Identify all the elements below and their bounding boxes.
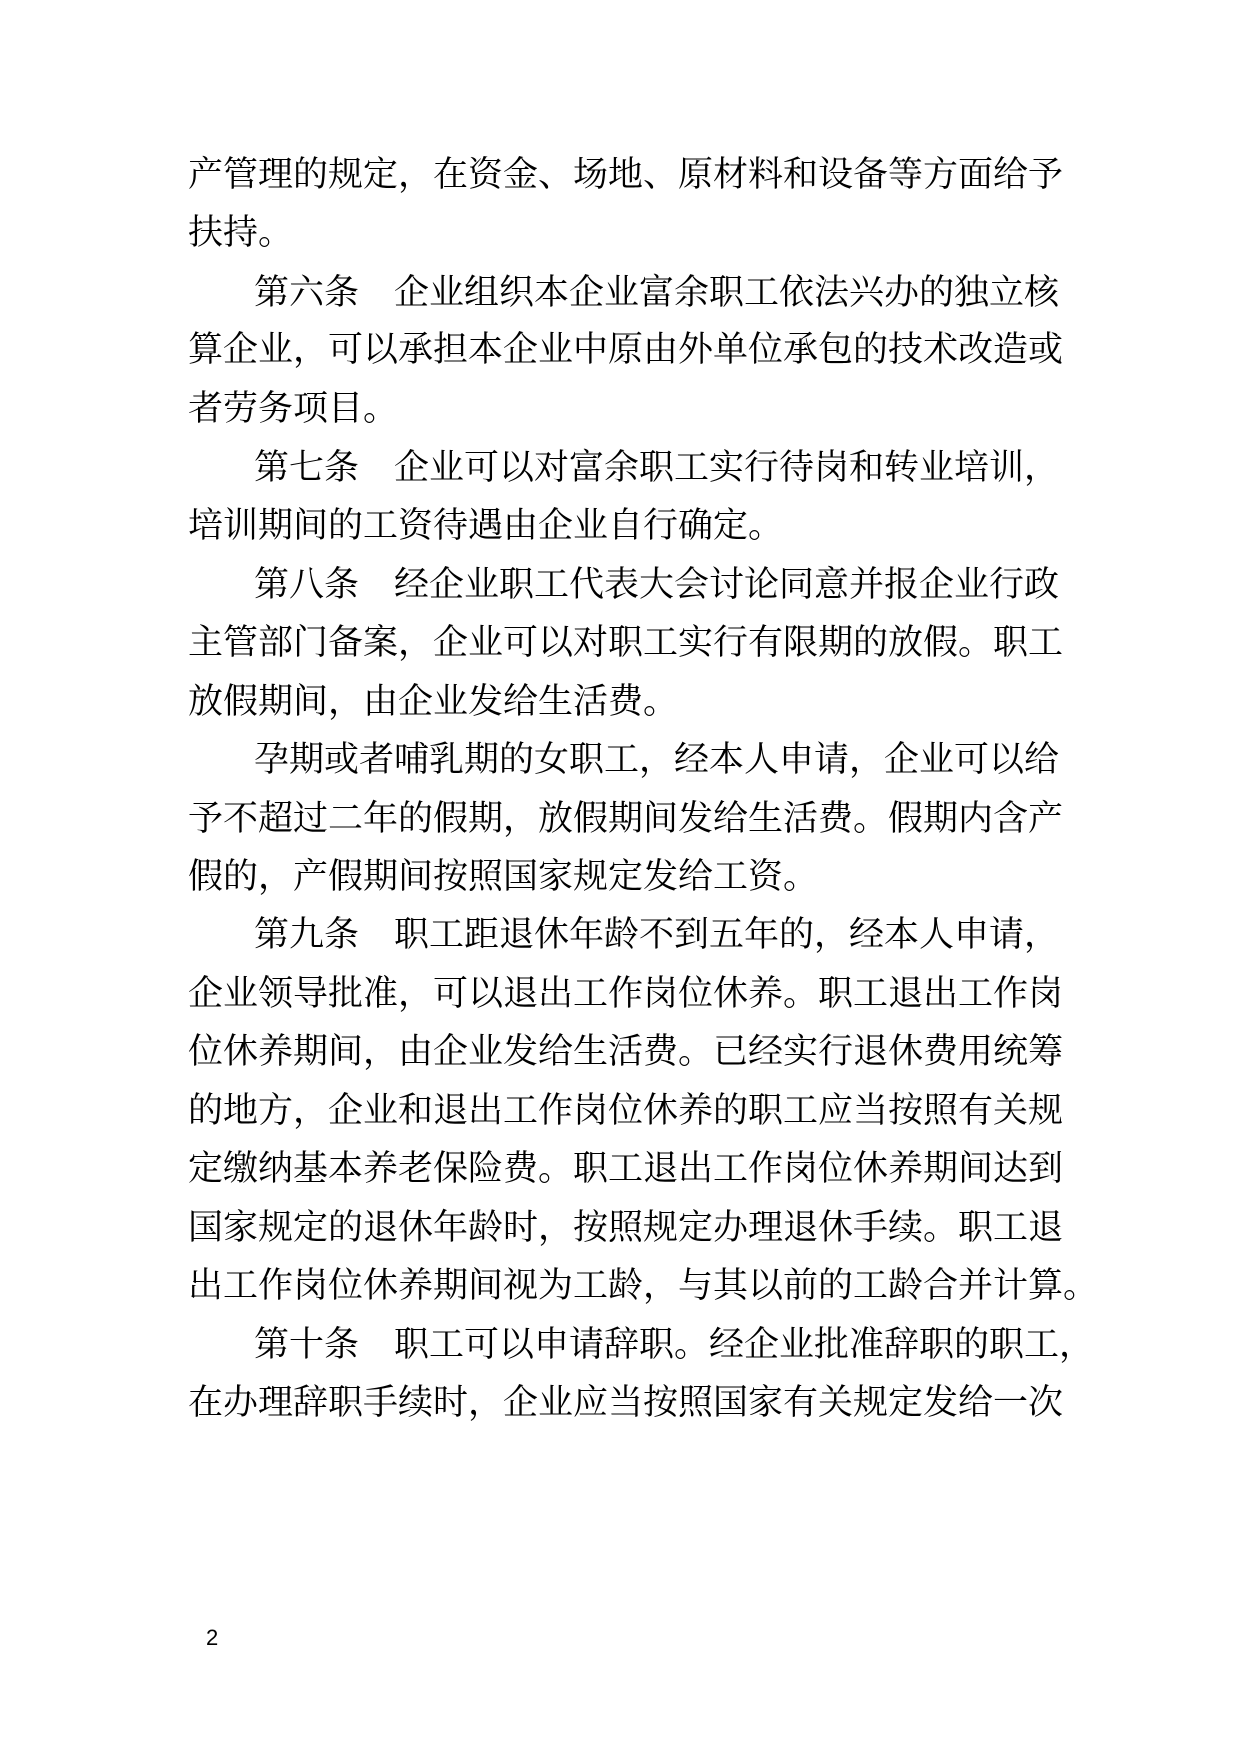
article-8-line: 第八条 经企业职工代表大会讨论同意并报企业行政 — [254, 565, 1060, 605]
page-number: 2 — [206, 1625, 219, 1650]
text-line: 假的，产假期间按照国家规定发给工资。 — [188, 857, 819, 897]
text-line: 位休养期间，由企业发给生活费。已经实行退休费用统筹 — [188, 1032, 1064, 1072]
text-line: 算企业，可以承担本企业中原由外单位承包的技术改造或 — [188, 330, 1064, 370]
text-line: 扶持。 — [188, 213, 294, 253]
text-line: 培训期间的工资待遇由企业自行确定。 — [188, 506, 784, 546]
article-10-line: 第十条 职工可以申请辞职。经企业批准辞职的职工， — [254, 1325, 1095, 1365]
text-line: 企业领导批准，可以退出工作岗位休养。职工退出工作岗 — [188, 974, 1064, 1014]
text-line: 国家规定的退休年龄时，按照规定办理退休手续。职工退 — [188, 1208, 1064, 1248]
text-line: 在办理辞职手续时，企业应当按照国家有关规定发给一次 — [188, 1383, 1064, 1423]
text-line: 者劳务项目。 — [188, 389, 399, 429]
text-line: 予不超过二年的假期，放假期间发给生活费。假期内含产 — [188, 799, 1064, 839]
text-line: 主管部门备案，企业可以对职工实行有限期的放假。职工 — [188, 623, 1064, 663]
text-line: 出工作岗位休养期间视为工龄，与其以前的工龄合并计算。 — [188, 1266, 1099, 1306]
article-7-line: 第七条 企业可以对富余职工实行待岗和转业培训， — [254, 448, 1060, 488]
text-line: 产管理的规定，在资金、场地、原材料和设备等方面给予 — [188, 155, 1064, 195]
article-9-line: 第九条 职工距退休年龄不到五年的，经本人申请， — [254, 915, 1060, 955]
article-6-line: 第六条 企业组织本企业富余职工依法兴办的独立核 — [254, 273, 1060, 313]
text-line: 的地方，企业和退出工作岗位休养的职工应当按照有关规 — [188, 1091, 1064, 1131]
text-line: 定缴纳基本养老保险费。职工退出工作岗位休养期间达到 — [188, 1149, 1064, 1189]
paragraph-line: 孕期或者哺乳期的女职工，经本人申请，企业可以给 — [254, 740, 1060, 780]
text-line: 放假期间，由企业发给生活费。 — [188, 682, 679, 722]
